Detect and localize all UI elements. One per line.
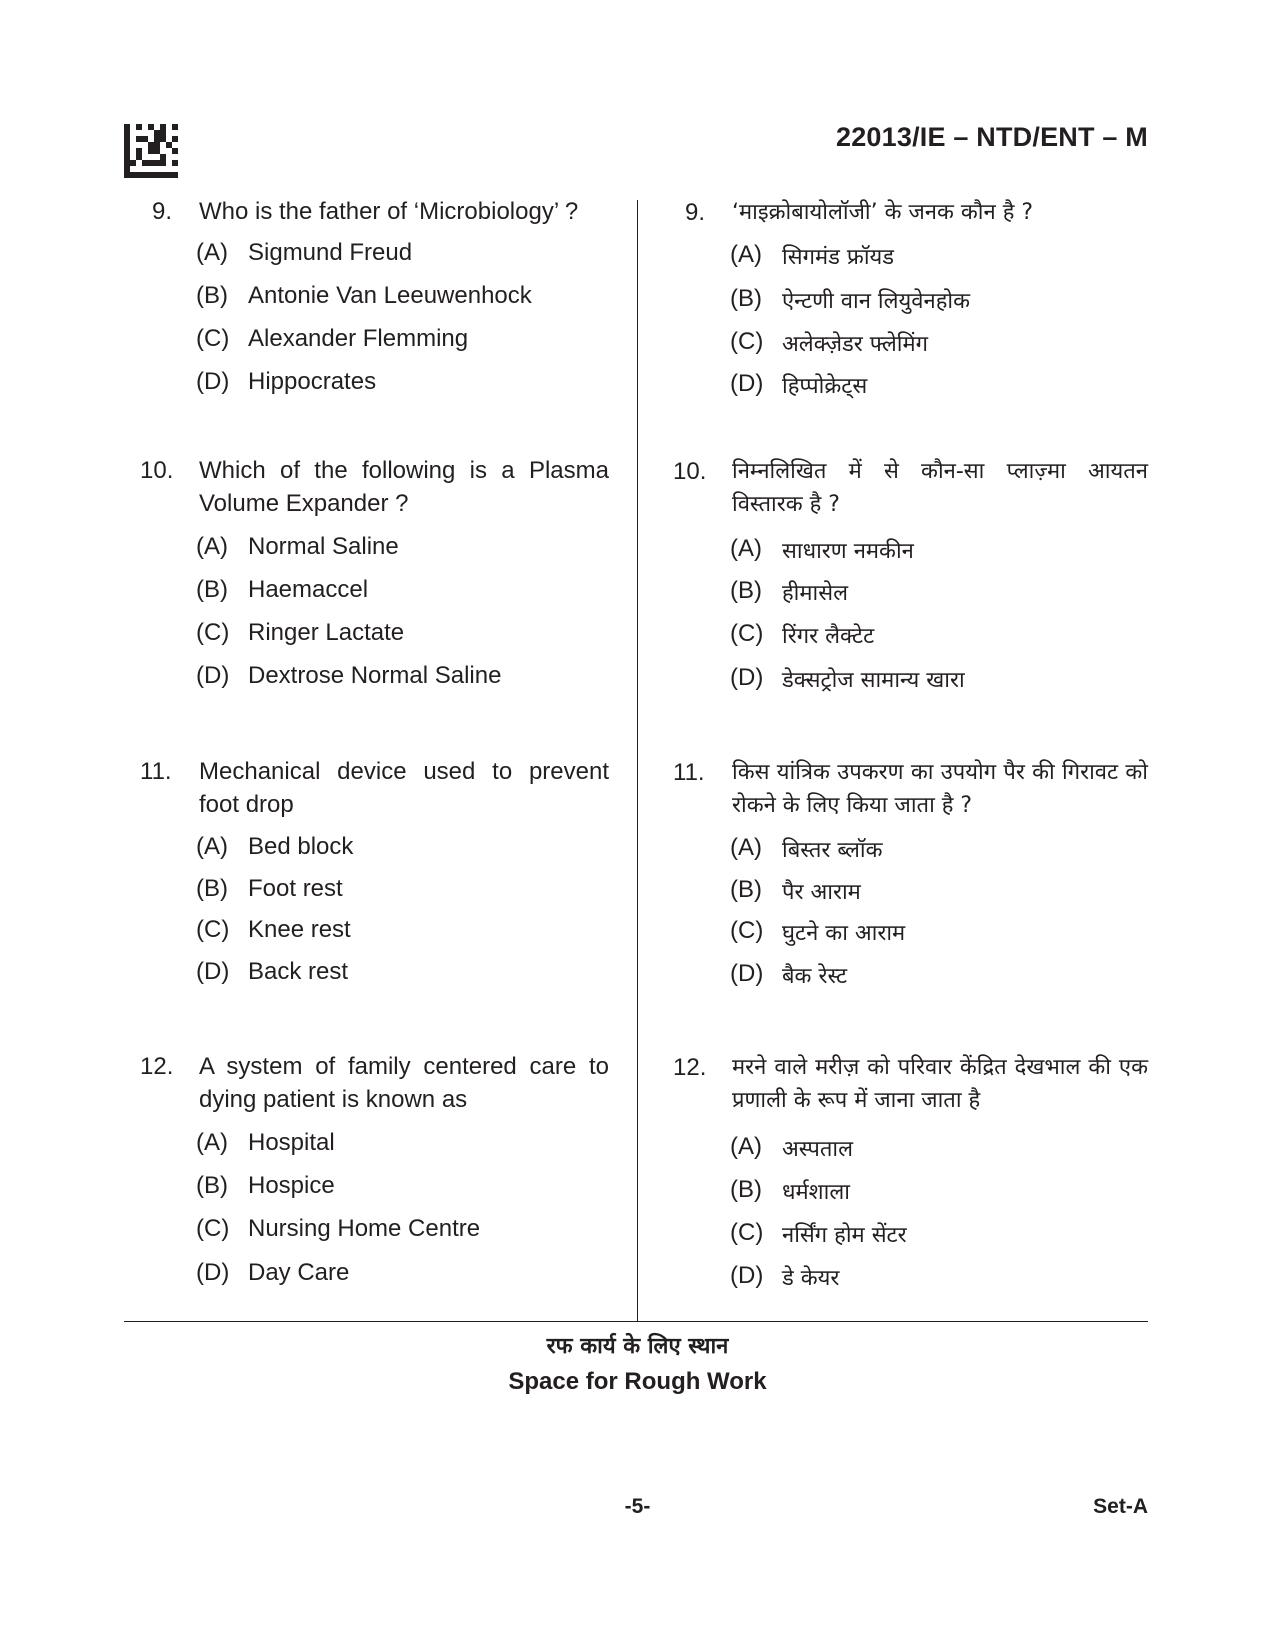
option-text: बिस्तर ब्लॉक	[782, 838, 883, 863]
option-letter: (D)	[196, 662, 230, 689]
question-text: Who is the father of ‘Microbiology’ ?	[199, 198, 579, 225]
option-text: Foot rest	[248, 875, 343, 902]
option-text: साधारण नमकीन	[782, 539, 914, 564]
option-text: Haemaccel	[248, 576, 369, 603]
column-divider	[637, 200, 638, 1322]
page-number: -5-	[624, 1495, 651, 1518]
option-text: Alexander Flemming	[248, 325, 469, 352]
question-10-hi	[673, 455, 1148, 525]
option-text: अलेक्ज़ेडर फ्लेमिंग	[782, 332, 929, 357]
question-12-hi	[673, 1051, 1148, 1121]
question-number: 12.	[140, 1053, 174, 1080]
option-letter: (C)	[730, 620, 764, 647]
option-text: Bed block	[248, 833, 354, 860]
option-letter: (C)	[196, 1215, 230, 1242]
option-letter: (C)	[730, 917, 764, 944]
option-text: Ringer Lactate	[248, 619, 405, 646]
option-text: अस्पताल	[782, 1137, 854, 1162]
question-number: 9.	[685, 199, 706, 226]
option-letter: (A)	[196, 533, 228, 560]
option-letter: (B)	[730, 285, 762, 312]
rough-work-divider	[124, 1321, 1148, 1322]
question-text: ‘माइक्रोबायोलॉजी’ के जनक कौन है ?	[732, 200, 1034, 225]
option-text: घुटने का आराम	[782, 921, 906, 946]
option-text: Back rest	[248, 958, 349, 985]
option-text: Normal Saline	[248, 533, 399, 560]
option-letter: (A)	[730, 1133, 762, 1160]
option-text: Nursing Home Centre	[248, 1215, 481, 1242]
option-text: सिगमंड फ्रॉयड	[782, 245, 895, 270]
question-text: निम्नलिखित में से कौन-सा प्लाज़्मा आयतन विस्तारक है ?	[732, 459, 1148, 517]
option-text: Hospital	[248, 1129, 335, 1156]
option-text: ऐन्टणी वान लियुवेनहोक	[782, 289, 970, 314]
option-letter: (A)	[196, 1129, 228, 1156]
option-text: हिप्पोक्रेट्स	[782, 374, 868, 399]
option-text: रिंगर लैक्टेट	[782, 624, 875, 649]
option-letter: (D)	[730, 960, 764, 987]
option-letter: (C)	[196, 916, 230, 943]
question-text: Which of the following is a Plasma Volume Expander ?	[199, 457, 609, 517]
option-text: Day Care	[248, 1259, 350, 1286]
option-text: डे केयर	[782, 1266, 840, 1291]
question-11-en	[140, 755, 610, 825]
option-letter: (C)	[730, 1219, 764, 1246]
question-number: 9.	[152, 198, 173, 225]
option-letter: (D)	[196, 1259, 230, 1286]
option-letter: (D)	[196, 368, 230, 395]
question-number: 12.	[673, 1054, 707, 1081]
rough-work-title-hindi: रफ कार्य के लिए स्थान	[546, 1334, 729, 1359]
option-letter: (C)	[730, 328, 764, 355]
option-letter: (B)	[196, 282, 228, 309]
option-text: धर्मशाला	[782, 1180, 850, 1205]
option-letter: (A)	[730, 535, 762, 562]
question-9-en	[140, 195, 610, 229]
option-text: डेक्सट्रोज सामान्य खारा	[782, 668, 965, 693]
question-10-en	[140, 454, 610, 524]
option-text: हीमासेल	[782, 581, 849, 606]
qr-code	[124, 124, 178, 178]
question-12-en	[140, 1050, 610, 1120]
option-letter: (B)	[196, 576, 228, 603]
option-text: नर्सिंग होम सेंटर	[782, 1223, 907, 1248]
option-letter: (D)	[730, 1262, 764, 1289]
question-text: Mechanical device used to prevent foot drop	[199, 758, 609, 818]
option-text: बैक रेस्ट	[782, 964, 848, 989]
option-letter: (A)	[196, 833, 228, 860]
option-text: Dextrose Normal Saline	[248, 662, 502, 689]
set-label: Set-A	[1093, 1495, 1148, 1518]
option-letter: (C)	[196, 325, 230, 352]
question-number: 11.	[673, 759, 705, 786]
question-number: 10.	[673, 458, 707, 485]
question-text: किस यांत्रिक उपकरण का उपयोग पैर की गिरावट को रोकने के लिए किया जाता है ?	[732, 760, 1148, 818]
option-text: Antonie Van Leeuwenhock	[248, 282, 532, 309]
option-letter: (A)	[730, 834, 762, 861]
option-letter: (D)	[730, 370, 764, 397]
question-text: A system of family centered care to dying patient is known as	[199, 1053, 609, 1113]
option-letter: (A)	[730, 241, 762, 268]
option-letter: (D)	[730, 664, 764, 691]
option-letter: (B)	[196, 875, 228, 902]
option-letter: (D)	[196, 958, 230, 985]
option-letter: (B)	[730, 1176, 762, 1203]
option-text: Hospice	[248, 1172, 335, 1199]
option-letter: (B)	[730, 577, 762, 604]
paper-code: 22013/IE – NTD/ENT – M	[835, 122, 1148, 152]
option-letter: (B)	[730, 876, 762, 903]
option-letter: (B)	[196, 1172, 228, 1199]
option-letter: (A)	[196, 239, 228, 266]
question-9-hi	[673, 196, 1148, 230]
question-number: 11.	[140, 758, 172, 785]
question-11-hi	[673, 756, 1148, 826]
option-text: Knee rest	[248, 916, 351, 943]
option-letter: (C)	[196, 619, 230, 646]
option-text: Sigmund Freud	[248, 239, 413, 266]
option-text: Hippocrates	[248, 368, 377, 395]
question-number: 10.	[140, 457, 174, 484]
question-text: मरने वाले मरीज़ को परिवार केंद्रित देखभाल की एक प्रणाली के रूप में जाना जाता है	[732, 1055, 1148, 1113]
option-text: पैर आराम	[782, 880, 861, 905]
rough-work-title: Space for Rough Work	[508, 1368, 767, 1395]
